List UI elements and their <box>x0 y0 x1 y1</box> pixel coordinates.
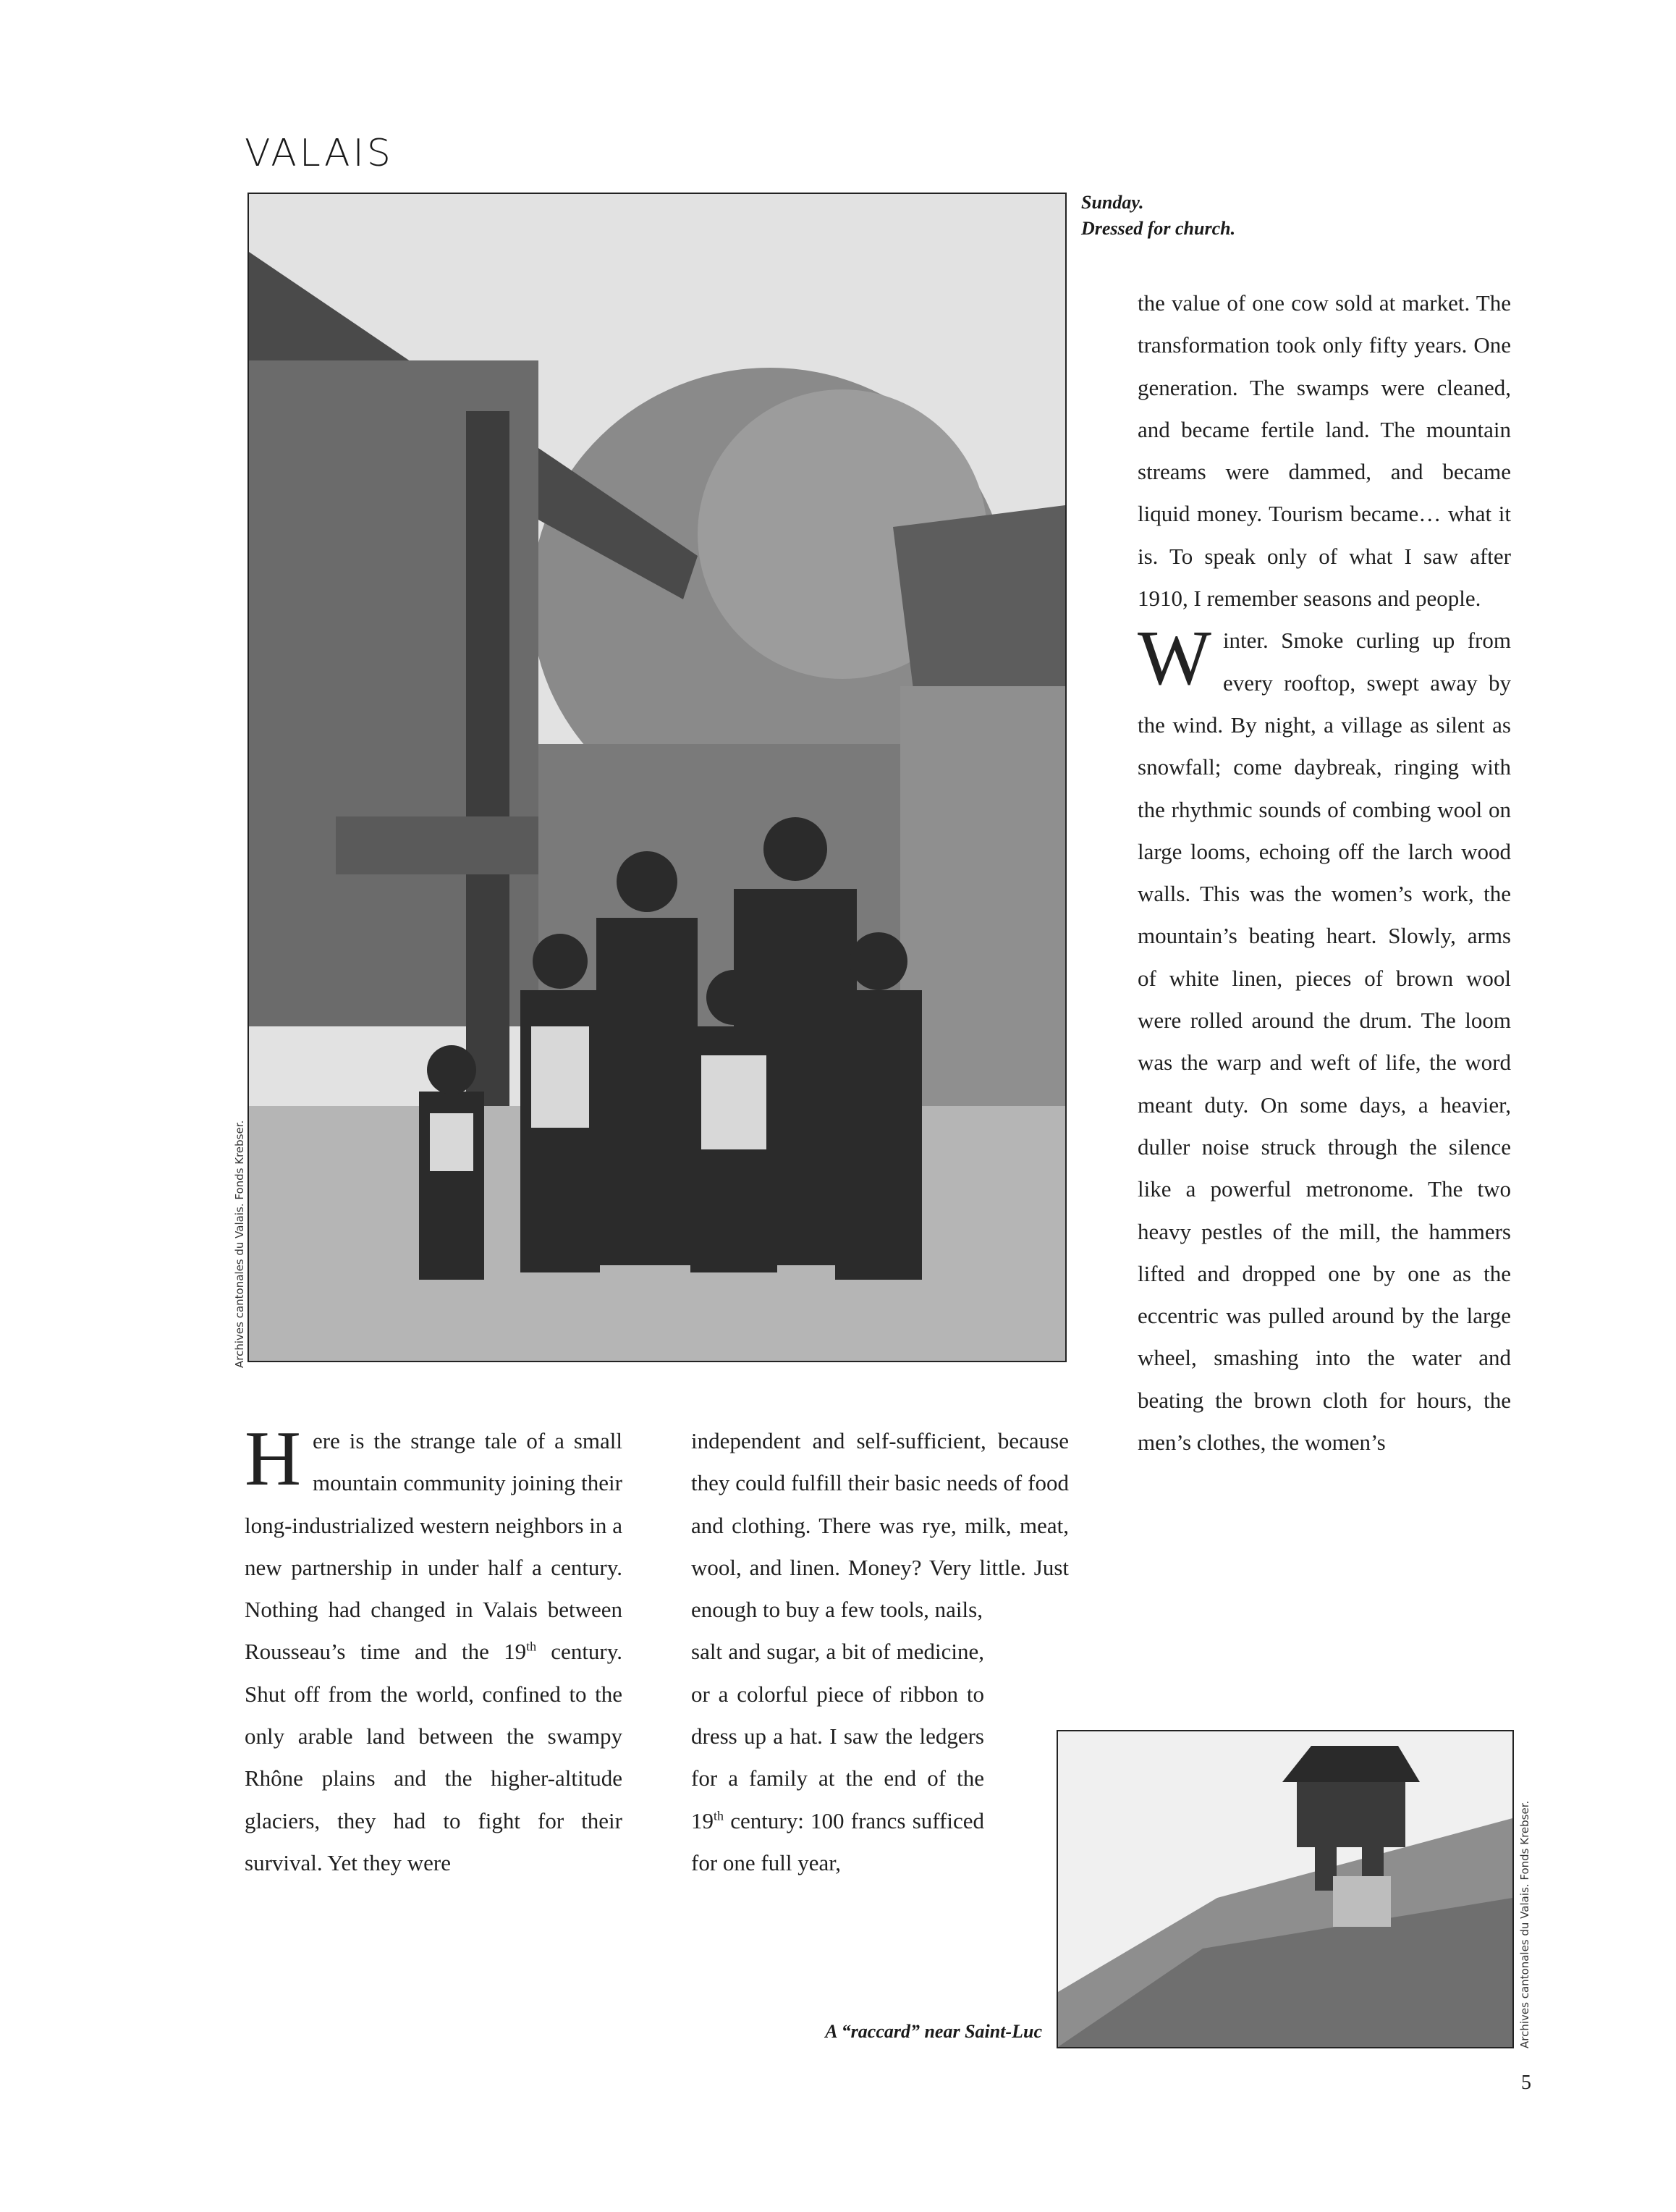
raccard-photo-illustration <box>1058 1731 1512 2047</box>
article-column-left <box>245 1416 622 1884</box>
caption-line-2: Dressed for church. <box>1081 218 1236 239</box>
photo-credit-main: Archives cantonales du Valais. Fonds Krebser. <box>233 1120 246 1368</box>
photo-credit-small: Archives cantonales du Valais. Fonds Krebser. <box>1518 1800 1531 2048</box>
middle-text-1: salt and sugar, a bit of medicine, or a colorful piece of ribbon to dress up a hat. I saw the ledgers for a family at the end of the 19 <box>691 1639 984 1833</box>
left-text-2: century. Shut off from the world, confined to the only arable land between the swampy Rhône plains and the higher-altitude glaciers, they had to fight for their survival. Yet they were <box>245 1639 622 1875</box>
opening-paragraph <box>245 1416 622 1884</box>
paragraph-2-text: inter. Smoke curling up from every rooftop, swept away by the wind. By night, a village as silent as snowfall; come daybreak, ringing with the rhythmic sounds of combing wool on large looms, echoing off the larch wood walls. This was the women’s work, the mountain’s beating heart. Slowly, arms of white linen, pieces of brown wool were rolled around the drum. The loom was the warp and weft of life, the word meant duty. On some days, a heavier, duller noise struck through the silence like a powerful metronome. The two heavy pestles of the mill, the hammers lifted and dropped one by one as the eccentric was pulled around by the large wheel, smashing into the water and beating the brown cloth for hours, the men’s clothes, the women’s <box>1138 628 1511 1456</box>
middle-text-2: century: 100 francs sufficed for one full year, <box>691 1807 984 1875</box>
article-column-middle <box>691 1420 1069 1884</box>
middle-narrow-text <box>691 1631 984 1884</box>
family-photo-illustration <box>249 194 1065 1361</box>
drop-cap-h: H <box>245 1416 301 1502</box>
paragraph-2 <box>1138 615 1511 1464</box>
photo-caption-small: A “raccard” near Saint-Luc <box>825 2021 1042 2042</box>
page-number: 5 <box>1521 2072 1531 2094</box>
middle-wide-text: independent and self-sufficient, because they could fulfill their basic needs of food and clothing. There was rye, milk, meat, wool, and linen. Money? Very little. Just enough to buy a few tools, nails, <box>691 1428 1069 1623</box>
photo-caption-main <box>1081 190 1235 242</box>
section-title: VALAIS <box>245 132 394 175</box>
caption-line-1: Sunday. <box>1081 192 1144 213</box>
superscript-th: th <box>526 1639 537 1655</box>
family-photo <box>247 193 1067 1362</box>
superscript-th-2: th <box>714 1808 724 1823</box>
drop-cap-w: W <box>1138 615 1211 702</box>
left-text-1: ere is the strange tale of a small mountain community joining their long-industrialized western neighbors in a new partnership in under half a century. Nothing had changed in Valais between Rousseau’s time and the 19 <box>245 1428 622 1665</box>
paragraph-1: the value of one cow sold at market. The transformation took only fifty years. One generation. The swamps were cleaned, and became fertile land. The mountain streams were dammed, and became liquid money. Tourism became… what it is. To speak only of what I saw after 1910, I remember seasons and people. <box>1138 290 1511 612</box>
raccard-photo <box>1057 1730 1514 2048</box>
article-column-right <box>1138 282 1511 1464</box>
